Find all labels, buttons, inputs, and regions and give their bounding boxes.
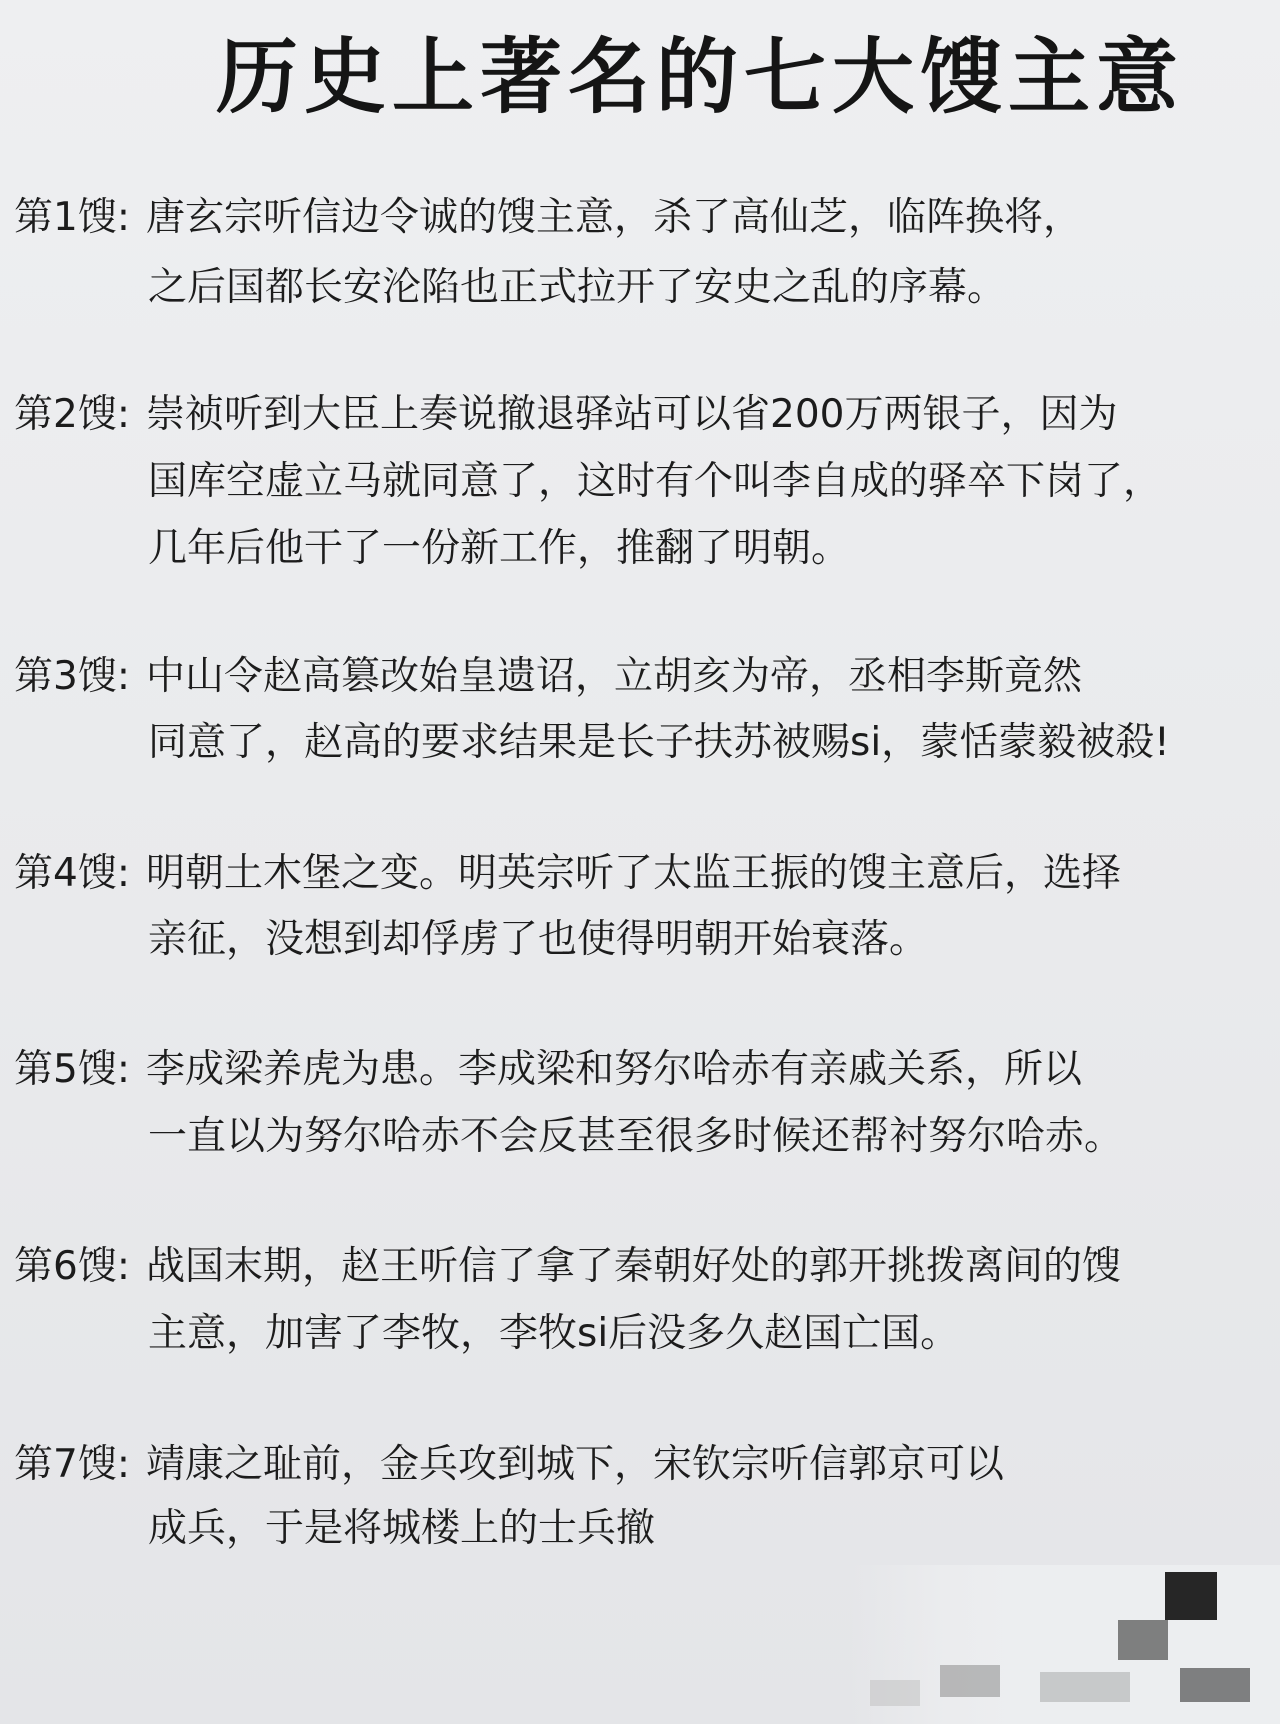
entry-label: 第3馊: bbox=[14, 654, 130, 699]
watermark-pixel bbox=[870, 1680, 920, 1706]
entry-line-2: 之后国都长安沦陷也正式拉开了安史之乱的序幕。 bbox=[148, 265, 1007, 310]
entry-line-2: 主意，加害了李牧，李牧si后没多久赵国亡国。 bbox=[148, 1311, 960, 1356]
entry-line-1 bbox=[14, 1045, 1082, 1095]
entry-label: 第7馊: bbox=[14, 1442, 130, 1487]
entry-label: 第6馊: bbox=[14, 1244, 130, 1289]
entry-text: 唐玄宗听信边令诚的馊主意，杀了高仙芝，临阵换将， bbox=[146, 195, 1083, 240]
entry-label: 第4馊: bbox=[14, 851, 130, 896]
watermark-pixel bbox=[1180, 1668, 1250, 1702]
entry-text: 明朝土木堡之变。明英宗听了太监王振的馊主意后，选择 bbox=[146, 851, 1122, 896]
entry-line-2: 同意了，赵高的要求结果是长子扶苏被赐si，蒙恬蒙毅被殺! bbox=[148, 720, 1170, 765]
entry-line-2: 国库空虚立马就同意了，这时有个叫李自成的驿卒下岗了， bbox=[148, 459, 1163, 504]
entry-text: 李成梁养虎为患。李成梁和努尔哈赤有亲戚关系，所以 bbox=[146, 1047, 1083, 1092]
page-title: 历史上著名的七大馊主意 bbox=[215, 30, 1184, 125]
entry-label: 第2馊: bbox=[14, 392, 130, 437]
entry-text: 战国末期，赵王听信了拿了秦朝好处的郭开挑拨离间的馊 bbox=[146, 1244, 1122, 1289]
watermark-pixel bbox=[1165, 1572, 1217, 1620]
entry-line-2: 亲征，没想到却俘虏了也使得明朝开始衰落。 bbox=[148, 917, 929, 962]
entry-line-1 bbox=[14, 390, 1117, 440]
entry-line-1 bbox=[14, 193, 1082, 243]
entry-text: 靖康之耻前，金兵攻到城下，宋钦宗听信郭京可以 bbox=[146, 1442, 1005, 1487]
entry-line-2: 一直以为努尔哈赤不会反甚至很多时候还帮衬努尔哈赤。 bbox=[148, 1114, 1124, 1159]
watermark-pixel bbox=[1118, 1620, 1168, 1660]
entry-line-1 bbox=[14, 652, 1082, 702]
watermark-pixel bbox=[940, 1665, 1000, 1697]
entry-line-1 bbox=[14, 1440, 1004, 1490]
entry-line-1 bbox=[14, 1242, 1121, 1292]
entry-line-2: 成兵，于是将城楼上的士兵撤 bbox=[148, 1506, 656, 1551]
entry-line-1 bbox=[14, 849, 1121, 899]
entry-line-3: 几年后他干了一份新工作，推翻了明朝。 bbox=[148, 526, 851, 571]
entry-label: 第5馊: bbox=[14, 1047, 130, 1092]
entry-label: 第1馊: bbox=[14, 195, 130, 240]
watermark-pixel bbox=[1040, 1672, 1130, 1702]
entry-text: 中山令赵高篡改始皇遗诏，立胡亥为帝，丞相李斯竟然 bbox=[146, 654, 1083, 699]
entry-text: 崇祯听到大臣上奏说撤退驿站可以省200万两银子，因为 bbox=[146, 392, 1118, 437]
